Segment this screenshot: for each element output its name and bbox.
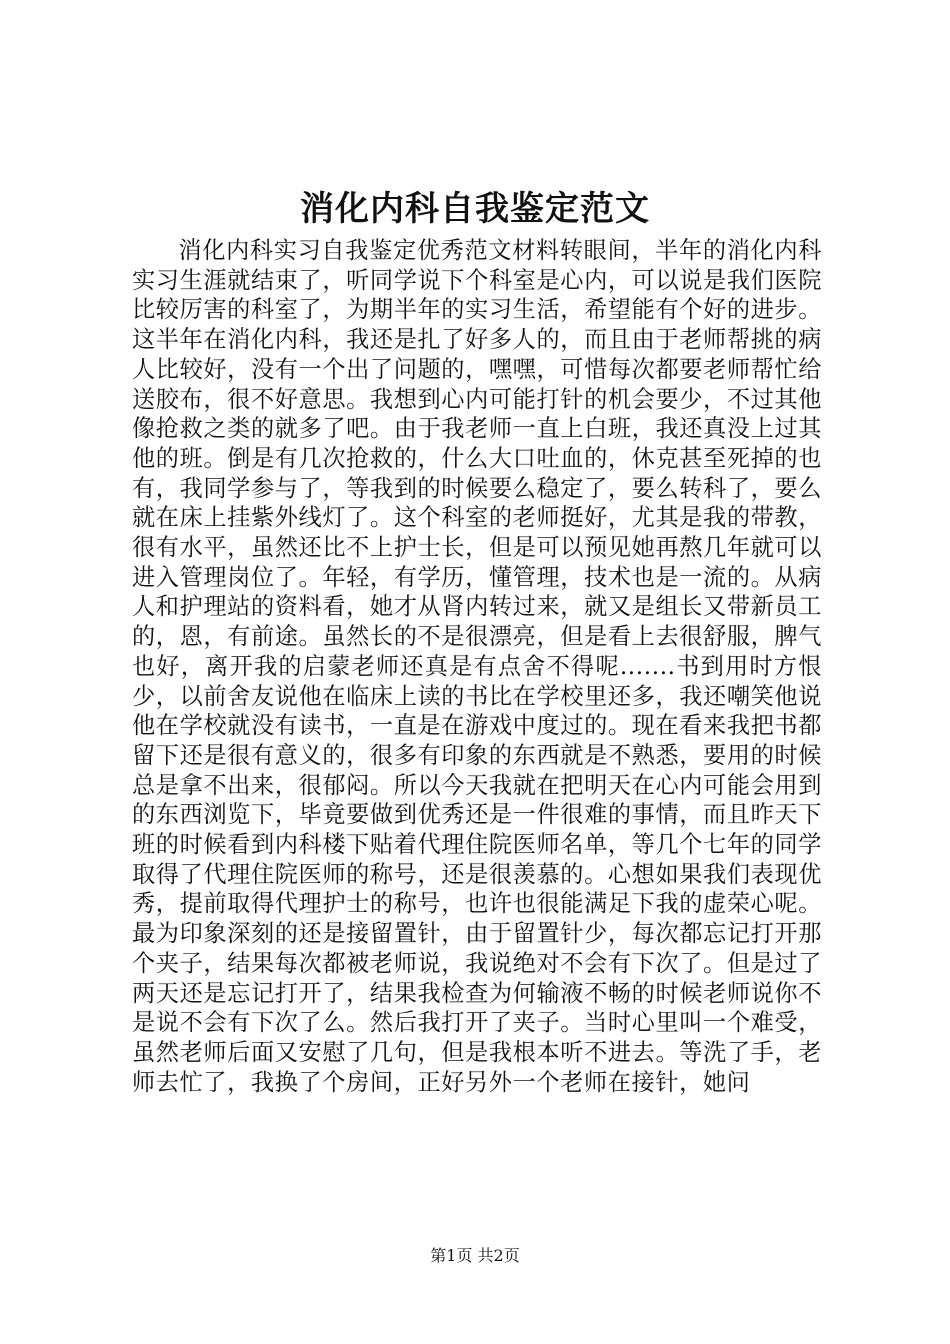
page-footer: 第1页 共2页 <box>430 1246 520 1265</box>
document-title: 消化内科自我鉴定范文 <box>300 189 650 229</box>
document-body: 消化内科实习自我鉴定优秀范文材料转眼间，半年的消化内科实习生涯就结束了，听同学说下个科室是心内，可以说是我们医院比较厉害的科室了，为期半年的实习生活，希望能有个好的进步。这半年在消化内科，我还是扎了好多人的，而且由于老师帮挑的病人比较好，没有一个出了问题的，嘿嘿，可惜每次都要老师帮忙给送胶布，很不好意思。我想到心内可能打针的机会要少，不过其他像抢救之类的就多了吧。由于我老师一直上白班，我还真没上过其他的班。倒是有几次抢救的，什么大口吐血的，休克甚至死掉的也有，我同学参与了，等我到的时候要么稳定了，要么转科了，要么就在床上挂紫外线灯了。这个科室的老师挺好，尤其是我的带教，很有水平，虽然还比不上护士长，但是可以预见她再熬几年就可以进入管理岗位了。年轻，有学历，懂管理，技术也是一流的。从病人和护理站的资料看，她才从肾内转过来，就又是组长又带新员工的，恩，有前途。虽然长的不是很漂亮，但是看上去很舒服，脾气也好，离开我的启蒙老师还真是有点舍不得呢.......书到用时方恨少，以前舍友说他在临床上读的书比在学校里还多，我还嘲笑他说他在学校就没有读书，一直是在游戏中度过的。现在看来我把书都留下还是很有意义的，很多有印象的东西就是不熟悉，要用的时候总是拿不出来，很郁闷。所以今天我就在把明天在心内可能会用到的东西浏览下，毕竟要做到优秀还是一件很难的事情，而且昨天下班的时候看到内科楼下贴着代理住院医师名单，等几个七年的同学取得了代理住院医师的称号，还是很羡慕的。心想如果我们表现优秀，提前取得代理护士的称号，也许也很能满足下我的虚荣心呢。最为印象深刻的还是接留置针，由于留置针少，每次都忘记打开那个夹子，结果每次都被老师说，我说绝对不会有下次了。但是过了两天还是忘记打开了，结果我检查为何输液不畅的时候老师说你不是说不会有下次了么。然后我打开了夹子。当时心里叫一个难受，虽然老师后面又安慰了几句，但是我根本听不进去。等洗了手，老师去忙了，我换了个房间，正好另外一个老师在接针，她问 <box>132 237 822 1096</box>
